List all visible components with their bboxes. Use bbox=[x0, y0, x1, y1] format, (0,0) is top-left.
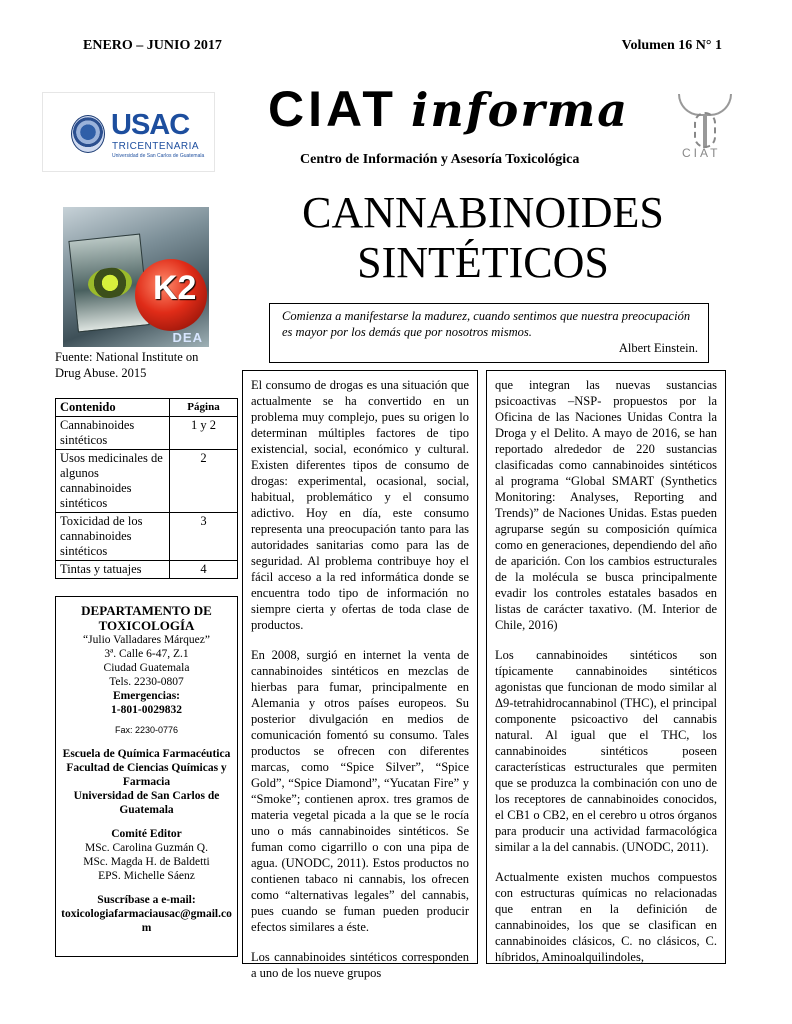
toc-row bbox=[56, 513, 238, 561]
masthead-title bbox=[268, 80, 629, 138]
toc-row-page: 2 bbox=[170, 450, 238, 513]
masthead-informa: informa bbox=[410, 83, 630, 137]
table-of-contents bbox=[55, 398, 238, 579]
toc-row bbox=[56, 417, 238, 450]
editor-name: MSc. Magda H. de Baldetti bbox=[83, 856, 210, 868]
article-column-2 bbox=[486, 370, 726, 964]
issue-date: ENERO – JUNIO 2017 bbox=[83, 38, 222, 53]
usac-logo-subtitle: TRICENTENARIA bbox=[112, 141, 200, 152]
faculty-name: Facultad de Ciencias Químicas y Farmacia bbox=[66, 762, 227, 788]
cover-photo bbox=[63, 207, 209, 347]
toc-row bbox=[56, 561, 238, 579]
toc-row-title: Cannabinoides sintéticos bbox=[56, 417, 170, 450]
toc-row-page: 4 bbox=[170, 561, 238, 579]
toc-row bbox=[56, 450, 238, 513]
quote-box bbox=[269, 303, 709, 363]
paragraph: El consumo de drogas es una situación que actualmente se ha convertido en un problema muy complejo, pues su origen lo determinan múltiples factores de tipo existencial, social, económico y cultural. Existen diferentes tipos de consumo de drogas: experimental, ocasional, social, habitual, problemático y el consumo adictivo. Hoy en día, este consumo representa una preocupación tanto para las autoridades sanitarias como para las de seguridad. Al problema contribuye hoy el fácil acceso a la red informática donde se encuentra todo tipo de información no siempre cierta y ofertas de toda clase de productos. bbox=[251, 378, 469, 632]
paragraph: Los cannabinoides sintéticos son típicamente cannabinoides sintéticos agonistas que funcionan de modo similar al Δ9-tetrahidrocannabinol (THC), el principal componente psicoactivo del cannabis natural. Al igual que el THC, los cannabinoides sintéticos poseen características estructurales que permiten que se produzca la combinación con uno de los receptores de cannabinoides conocidos, el CB1 o CB2, en el cerebro u otros órganos para producir una actividad farmacológica similar a la del cannabis. (UNODC, 2011). bbox=[495, 648, 717, 854]
department-phone: Tels. 2230-0807 bbox=[109, 676, 184, 688]
toc-row-title: Tintas y tatuajes bbox=[56, 561, 170, 579]
department-honoree: “Julio Valladares Márquez” bbox=[83, 634, 210, 646]
article-title-line2: SINTÉTICOS bbox=[357, 238, 609, 287]
university-name: Universidad de San Carlos de Guatemala bbox=[73, 790, 220, 816]
toc-row-page: 3 bbox=[170, 513, 238, 561]
emergency-number: 1-801-0029832 bbox=[111, 704, 182, 716]
article-title bbox=[240, 188, 726, 288]
school-name: Escuela de Química Farmacéutica bbox=[62, 748, 231, 760]
ciat-logo bbox=[672, 92, 738, 162]
university-seal-icon bbox=[71, 115, 105, 153]
quote-text: Comienza a manifestarse la madurez, cuando sentimos que nuestra preocupación es mayor por los demás que por nosotros mismos. bbox=[282, 309, 691, 339]
subscribe-label: Suscríbase a e-mail: bbox=[97, 894, 196, 906]
emergency-label: Emergencias: bbox=[112, 690, 181, 702]
toc-header-page: Página bbox=[170, 399, 238, 417]
k2-label: K2 bbox=[153, 269, 197, 307]
toc-header-content: Contenido bbox=[56, 399, 170, 417]
editor-label: Comité Editor bbox=[111, 828, 182, 840]
usac-logo-name: USAC bbox=[111, 109, 190, 141]
subscribe-email[interactable]: toxicologiafarmaciausac@gmail.com bbox=[61, 908, 232, 934]
department-title: DEPARTAMENTO DE TOXICOLOGÍA bbox=[81, 603, 212, 633]
quote-author: Albert Einstein. bbox=[618, 341, 698, 355]
department-info-box bbox=[55, 596, 238, 957]
paragraph: Los cannabinoides sintéticos corresponden a uno de los nueve grupos bbox=[251, 950, 469, 980]
dea-watermark: DEA bbox=[172, 330, 203, 345]
volume-number: Volumen 16 N° 1 bbox=[621, 38, 722, 53]
ciat-logo-label: CIAT bbox=[682, 146, 721, 160]
editor-name: EPS. Michelle Sáenz bbox=[98, 870, 195, 882]
toc-row-page: 1 y 2 bbox=[170, 417, 238, 450]
editor-name: MSc. Carolina Guzmán Q. bbox=[85, 842, 208, 854]
snake-icon bbox=[694, 112, 716, 148]
toc-row-title: Usos medicinales de algunos cannabinoides sintéticos bbox=[56, 450, 170, 513]
paragraph: que integran las nuevas sustancias psicoactivas –NSP- propuestos por la Oficina de las Naciones Unidas Contra la Droga y el Delito. A mayo de 2016, se han reportado alrededor de 220 sustancias clasificadas como cannabinoides sintéticos al programa “Global SMART (Synthetics Monitoring: Analyses, Reporting and Trends)” de Naciones Unidas. Estas pueden agruparse según su composición química como en generaciones, dependiendo del año de aparición. Con los cambios estructurales de la molécula se busca principalmente evadir los controles estatales basados en listas de carácter taxativo. (M. Interior de Chile, 2016) bbox=[495, 378, 717, 632]
article-column-1 bbox=[242, 370, 478, 980]
usac-logo-university: Universidad de San Carlos de Guatemala bbox=[112, 153, 205, 159]
department-city: Ciudad Guatemala bbox=[103, 662, 190, 674]
department-fax: Fax: 2230-0776 bbox=[114, 725, 179, 735]
k2-package-image bbox=[135, 259, 207, 331]
article-title-line1: CANNABINOIDES bbox=[302, 188, 664, 237]
toc-header-row bbox=[56, 399, 238, 417]
usac-logo bbox=[42, 92, 215, 172]
photo-caption: Fuente: National Institute on Drug Abuse. 2015 bbox=[55, 350, 199, 380]
toc-row-title: Toxicidad de los cannabinoides sintéticos bbox=[56, 513, 170, 561]
paragraph: Actualmente existen muchos compuestos con estructuras químicas no relacionadas que entran en la definición de cannabinoides, los que se clasifican en cannabinoides clásicos, C. no clásicos, C. híbridos, Aminoalquilindoles, bbox=[495, 870, 717, 964]
masthead-subtitle: Centro de Información y Asesoría Toxicológica bbox=[300, 152, 580, 167]
paragraph: En 2008, surgió en internet la venta de cannabinoides sintéticos en mezclas de hierbas para fumar, principalmente en Alemania y otros países europeos. Su posterior divulgación en medios de comunicación fomentó su consumo. Tales productos se ofrecen con diferentes marcas, como “Spice Silver”, “Spice Gold”, “Spice Diamond”, “Yucatan Fire” y “Smoke”; contienen aprox. tres gramos de materia vegetal picada a la que se le rocía uno o más cannabinoides sintéticos. Se fuman como cigarrillo o con una pipa de agua. (UNODC, 2011). Estos productos no contienen tabaco ni cannabis, los ofrecen como “alternativas legales” del cannabis, pues cuando se fuman pueden producir efectos similares a éste. bbox=[251, 648, 469, 934]
masthead-ciat: CIAT bbox=[268, 81, 397, 137]
department-address: 3ª. Calle 6-47, Z.1 bbox=[104, 648, 189, 660]
